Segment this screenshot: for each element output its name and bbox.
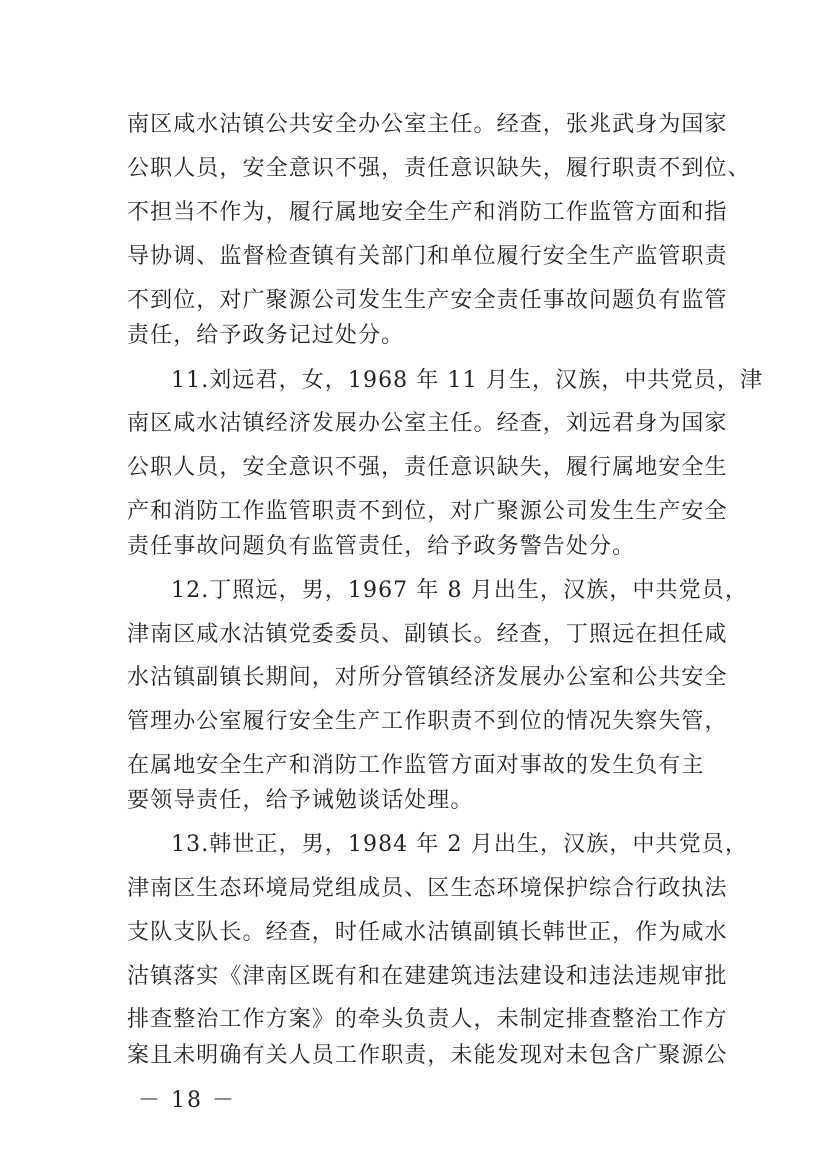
text-line: 津南区生态环境局党组成员、区生态环境保护综合行政执法 [127, 876, 728, 901]
text-line: 公职人员，安全意识不强，责任意识缺失，履行职责不到位、 [127, 156, 751, 181]
paragraph-12-first-line: 12.丁照远，男，1967 年 8 月出生，汉族，中共党员， [171, 578, 748, 603]
text-line: 不到位，对广聚源公司发生生产安全责任事故问题负有监管 [127, 288, 728, 313]
text-line: 水沽镇副镇长期间，对所分管镇经济发展办公室和公共安全 [127, 665, 728, 690]
text-line: 排查整治工作方案》的牵头负责人，未制定排查整治工作方 [127, 1007, 728, 1032]
text-line: 公职人员，安全意识不强，责任意识缺失，履行属地安全生 [127, 455, 728, 480]
text-line: 南区咸水沽镇经济发展办公室主任。经查，刘远君身为国家 [127, 411, 728, 436]
page-number: － 18 － [138, 1088, 236, 1113]
text-line: 产和消防工作监管职责不到位，对广聚源公司发生生产安全 [127, 499, 728, 524]
text-line: 导协调、监督检查镇有关部门和单位履行安全生产监管职责 [127, 244, 728, 269]
text-line: 不担当不作为，履行属地安全生产和消防工作监管方面和指 [127, 200, 728, 225]
text-line: 津南区咸水沽镇党委委员、副镇长。经查，丁照远在担任咸 [127, 622, 728, 647]
text-line: 在属地安全生产和消防工作监管方面对事故的发生负有主 [127, 753, 705, 778]
text-line: 责任，给予政务记过处分。 [127, 323, 405, 348]
text-line: 要领导责任，给予诫勉谈话处理。 [127, 788, 474, 813]
text-line: 管理办公室履行安全生产工作职责不到位的情况失察失管， [127, 709, 728, 734]
paragraph-13-first-line: 13.韩世正，男，1984 年 2 月出生，汉族，中共党员， [171, 832, 748, 857]
text-line: 沽镇落实《津南区既有和在建建筑违法建设和违法违规审批 [127, 964, 728, 989]
text-line: 案且未明确有关人员工作职责，未能发现对未包含广聚源公 [127, 1043, 728, 1068]
text-line: 支队支队长。经查，时任咸水沽镇副镇长韩世正，作为咸水 [127, 920, 728, 945]
text-line: 责任事故问题负有监管责任，给予政务警告处分。 [127, 534, 636, 559]
text-line: 南区咸水沽镇公共安全办公室主任。经查，张兆武身为国家 [127, 112, 728, 137]
paragraph-11-first-line: 11.刘远君，女，1968 年 11 月生，汉族，中共党员，津 [171, 368, 764, 393]
